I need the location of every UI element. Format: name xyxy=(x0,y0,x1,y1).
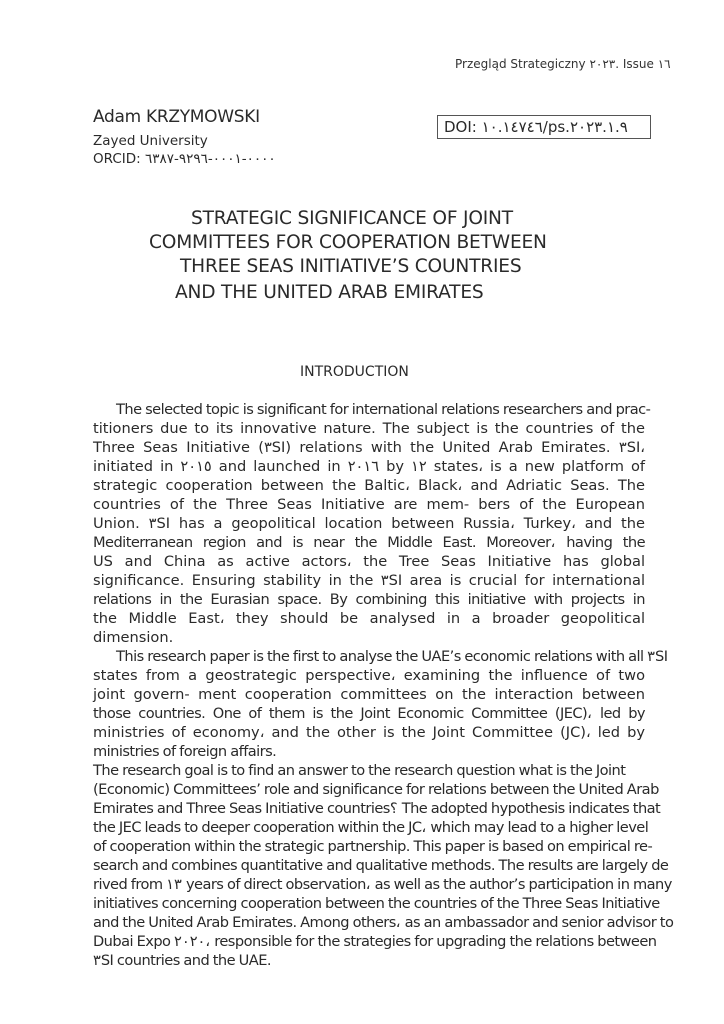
text-line: joint govern- ment cooperation committees on the interaction between xyxy=(93,686,645,703)
text-line: The research goal is to find an answer to the research question what is the Joint xyxy=(93,762,626,779)
text-line: of cooperation within the strategic partnership. This paper is based on empirical re- xyxy=(93,838,653,855)
text-line: those countries. One of them is the Joint Economic Committee (JEC)، led by xyxy=(93,705,645,722)
text-line: US and China as active actors، the Tree Seas Initiative has global xyxy=(93,553,645,570)
text-line: Three Seas Initiative (٣SI) relations with the United Arab Emirates. ٣SI، xyxy=(93,439,645,456)
text-line: states from a geostrategic perspective، examining the influence of two xyxy=(93,667,645,684)
text-line: relations in the Eurasian space. By combining this initiative with projects in xyxy=(93,591,645,608)
running-head: Przegląd Strategiczny ٢٠٢٣. Issue ١٦ xyxy=(455,57,671,71)
title-line: THREE SEAS INITIATIVE’S COUNTRIES xyxy=(180,256,522,277)
text-line: initiatives concerning cooperation between the countries of the Three Seas Initiative xyxy=(93,895,660,912)
text-line: and the United Arab Emirates. Among others، as an ambassador and senior advisor to xyxy=(93,914,674,931)
author-affiliation: Zayed University xyxy=(93,133,208,149)
title-line: STRATEGIC SIGNIFICANCE OF JOINT xyxy=(191,208,513,229)
title-line: AND THE UNITED ARAB EMIRATES xyxy=(175,282,484,303)
text-line: significance. Ensuring stability in the ٣SI area is crucial for international xyxy=(93,572,645,589)
title-line: COMMITTEES FOR COOPERATION BETWEEN xyxy=(149,232,547,253)
text-line: titioners due to its innovative nature. The subject is the countries of the xyxy=(93,420,645,437)
text-line: rived from ١٣ years of direct observation، as well as the author’s participation in many xyxy=(93,876,672,893)
text-line: dimension. xyxy=(93,629,174,646)
text-line: (Economic) Committees’ role and significance for relations between the United Arab xyxy=(93,781,659,798)
text-line: This research paper is the first to analyse the UAE’s economic relations with all ٣SI xyxy=(116,648,668,665)
text-line: the JEC leads to deeper cooperation within the JC، which may lead to a higher level xyxy=(93,819,649,836)
text-line: initiated in ٢٠١٥ and launched in ٢٠١٦ by ١٢ states، is a new platform of xyxy=(93,458,646,475)
text-line: the Middle East، they should be analysed in a broader geopolitical xyxy=(93,610,645,627)
text-line: ministries of economy، and the other is the Joint Committee (JC)، led by xyxy=(93,724,645,741)
paragraph-3 xyxy=(93,761,674,970)
text-line: search and combines quantitative and qualitative methods. The results are largely de xyxy=(93,857,669,874)
text-line: Mediterranean region and is near the Middle East. Moreover، having the xyxy=(93,534,645,551)
text-line: strategic cooperation between the Baltic، Black، and Adriatic Seas. The xyxy=(93,477,645,494)
paragraph-1 xyxy=(93,400,651,647)
text-line: Union. ٣SI has a geopolitical location between Russia، Turkey، and the xyxy=(93,515,645,532)
text-line: The selected topic is significant for international relations researchers and prac- xyxy=(116,401,651,418)
doi-box: DOI: ١٠.١٤٧٤٦/ps.٢٠٢٣.١.٩ xyxy=(437,115,651,139)
section-heading: INTRODUCTION xyxy=(300,364,409,380)
text-line: ministries of foreign affairs. xyxy=(93,743,277,760)
text-line: Dubai Expo ٢٠٢٠، responsible for the strategies for upgrading the relations between xyxy=(93,933,657,950)
text-line: ٣SI countries and the UAE. xyxy=(93,952,271,969)
paragraph-2 xyxy=(93,647,668,761)
text-line: Emirates and Three Seas Initiative countries؟ The adopted hypothesis indicates that xyxy=(93,800,661,817)
author-orcid: ORCID: ٠٠٠٠-٠٠٠١-٩٢٩٦-٦٣٨٧ xyxy=(93,151,276,167)
text-line: countries of the Three Seas Initiative are mem- bers of the European xyxy=(93,496,645,513)
author-name: Adam KRZYMOWSKI xyxy=(93,107,260,127)
body-text xyxy=(93,400,674,970)
